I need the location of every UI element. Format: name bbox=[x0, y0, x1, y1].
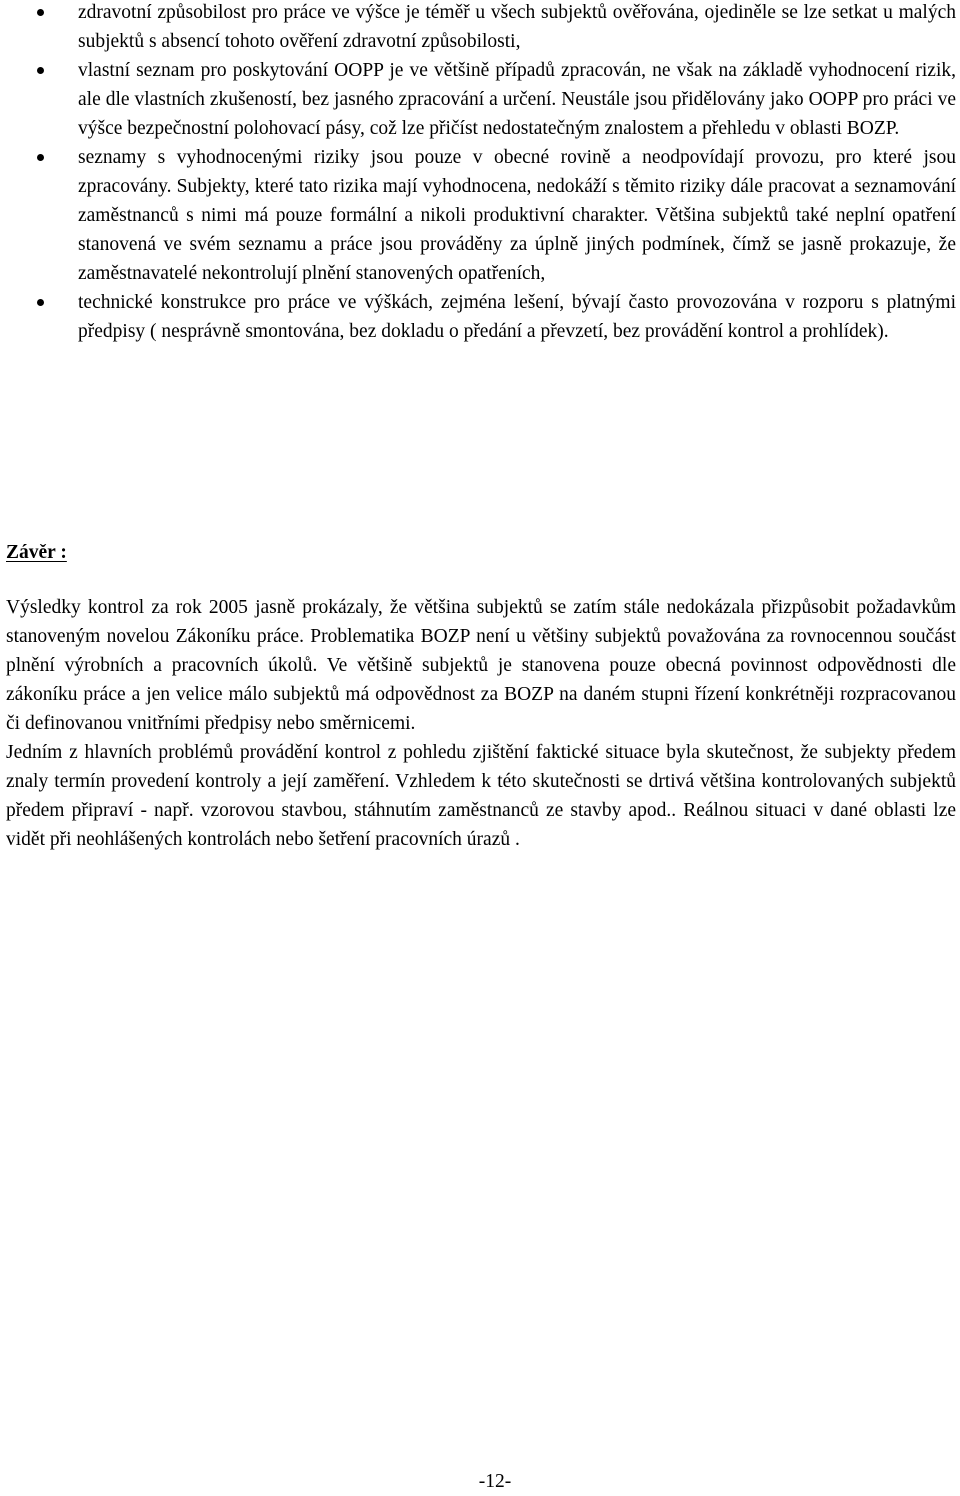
conclusion-paragraph-1: Výsledky kontrol za rok 2005 jasně prokázaly, že většina subjektů se zatím stále nedokázala přizpůsobit požadavkům stanoveným novelou Zákoníku práce. Problematika BOZP není u většiny subjektů považována za rovnocennou součást plnění výrobních a pracovních úkolů. Ve většině subjektů je stanovena pouze obecná povinnost odpovědnosti dle zákoníku práce a jen velice málo subjektů má odpovědnost za BOZP na daném stupni řízení konkrétněji rozpracovanou či definovanou vnitřními předpisy nebo směrnicemi. bbox=[6, 597, 956, 734]
page-number: -12- bbox=[478, 1471, 512, 1492]
conclusion-body bbox=[6, 593, 956, 854]
bullet-icon bbox=[37, 67, 44, 74]
bullet-item-oopp bbox=[6, 56, 956, 143]
bullet-text: seznamy s vyhodnocenými riziky jsou pouze v obecné rovině a neodpovídají provozu, pro které jsou zpracovány. Subjekty, které tato rizika mají vyhodnocena, nedokáží s těmito riziky dále pracovat a seznamování zaměstnanců s nimi má pouze formální a nikoli produktivní charakter. Většina subjektů také neplní opatření stanovená ve svém seznamu a práce jsou prováděny za úplně jiných podmínek, čímž se jasně prokazuje, že zaměstnavatelé nekontrolují plnění stanovených opatřeních, bbox=[78, 147, 956, 284]
conclusion-paragraph-2: Jedním z hlavních problémů provádění kontrol z pohledu zjištění faktické situace byla skutečnost, že subjekty předem znaly termín provedení kontroly a její zaměření. Vzhledem k této skutečnosti se drtivá většina kontrolovaných subjektů předem připraví - např. vzorovou stavbou, stáhnutím zaměstnanců ze stavby apod.. Reálnou situaci v dané oblasti lze vidět při neohlášených kontrolách nebo šetření pracovních úrazů . bbox=[6, 742, 956, 850]
bullet-item-risks bbox=[6, 143, 956, 288]
bullet-text: technické konstrukce pro práce ve výškách, zejména lešení, bývají často provozována v rozporu s platnými předpisy ( nesprávně smontována, bez dokladu o předání a převzetí, bez provádění kontrol a prohlídek). bbox=[78, 292, 956, 342]
bullet-icon bbox=[37, 299, 44, 306]
bullet-item-constructions bbox=[6, 288, 956, 346]
conclusion-heading: Závěr : bbox=[6, 542, 67, 563]
bullet-text: vlastní seznam pro poskytování OOPP je ve většině případů zpracován, ne však na základě vyhodnocení rizik, ale dle vlastních zkušeností, bez jasného zpracování a určení. Neustále jsou přidělovány jako OOPP pro práci ve výšce bezpečnostní polohovací pásy, což lze přičíst nedostatečným znalostem a přehledu v oblasti BOZP. bbox=[78, 60, 956, 139]
bullet-text: zdravotní způsobilost pro práce ve výšce je téměř u všech subjektů ověřována, ojediněle se lze setkat u malých subjektů s absencí tohoto ověření zdravotní způsobilosti, bbox=[78, 2, 956, 52]
bullet-icon bbox=[37, 9, 44, 16]
bullet-icon bbox=[37, 154, 44, 161]
findings-bullet-list bbox=[6, 0, 956, 346]
bullet-item-health bbox=[6, 0, 956, 56]
